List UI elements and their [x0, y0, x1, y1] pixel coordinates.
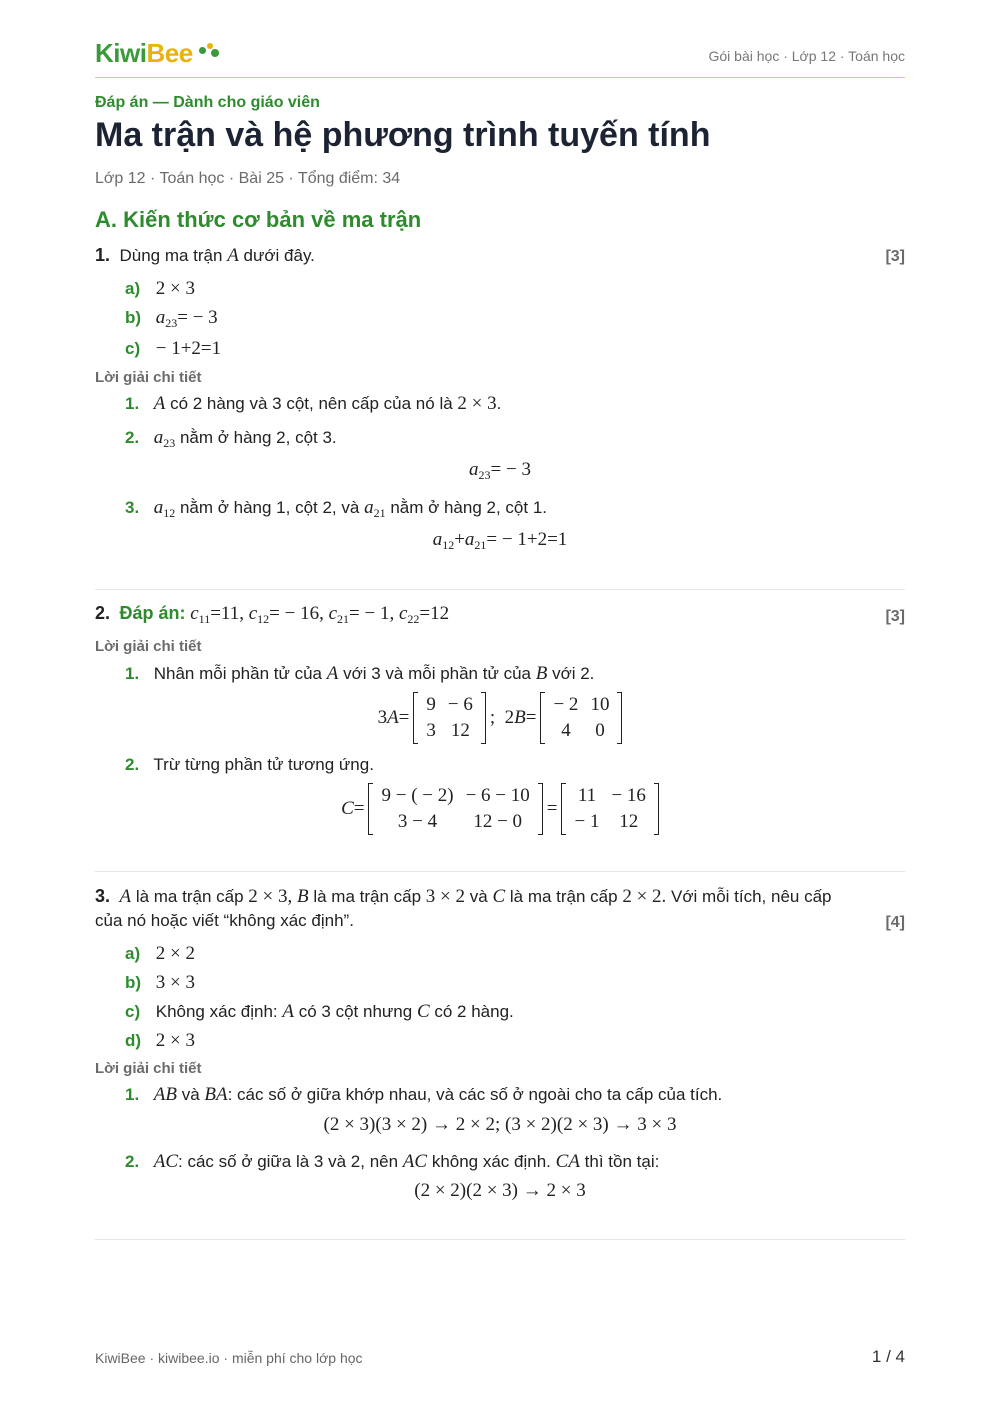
- equation-3a-2b: 3A= 9 − 6 3 12 ; 2B= − 2 10 4 0: [95, 692, 905, 744]
- question-2: 2. Đáp án: $c_{11}=11$, $c_{12}= - 16$, $c_{21}= - 1$, $c_{22}=12$: [95, 603, 450, 626]
- divider: [95, 1239, 905, 1240]
- equation-ab-ba: (2 × 3)(3 × 2) → 2 × 2; (3 × 2)(2 × 3) → 3 × 3: [323, 1114, 677, 1135]
- page-title: Ma trận và hệ phương trình tuyến tính: [95, 116, 711, 154]
- solution-heading-q1: Lời giải chi tiết: [95, 369, 202, 386]
- divider: [95, 871, 905, 872]
- solution-q1-step-2: 2. $a_{23}$ nằm ở hàng 2, cột 3.: [125, 427, 337, 450]
- section-heading-a: A. Kiến thức cơ bản về ma trận: [95, 207, 422, 232]
- question-3-line-1: 3. A là ma trận cấp 2 × 3, B là ma trận cấp 3 × 2 và C là ma trận cấp 2 × 2. Với mỗi tích, nêu cấp: [95, 886, 832, 907]
- solution-heading-q2: Lời giải chi tiết: [95, 638, 202, 655]
- answer-3c: c) Không xác định: A có 3 cột nhưng C có 2 hàng.: [125, 1001, 514, 1022]
- answer-3a: a) 2 × 2: [125, 943, 195, 964]
- matrix-3a: 9 − 6 3 12: [413, 692, 485, 744]
- matrix-difference: 9 − ( − 2) − 6 − 10 3 − 4 12 − 0: [368, 783, 542, 835]
- question-1: 1. Dùng ma trận A dưới đây.: [95, 245, 315, 266]
- answer-1b: b) $a_{23}= - 3$: [125, 307, 218, 330]
- equation-c: C= 9 − ( − 2) − 6 − 10 3 − 4 12 − 0 = 11 − 16 − 1 12: [95, 783, 905, 835]
- solution-q2-step-1: 1. Nhân mỗi phần tử của A với 3 và mỗi phần tử của B với 2.: [125, 663, 595, 684]
- question-3-line-2: của nó hoặc viết “không xác định”.: [95, 911, 354, 930]
- answer-1a: a) 2 × 3: [125, 278, 195, 299]
- solution-q3-step-1: 1. AB và BA: các số ở giữa khớp nhau, và các số ở ngoài cho ta cấp của tích.: [125, 1084, 723, 1105]
- footer-site: KiwiBee · kiwibee.io · miễn phí cho lớp học: [95, 1350, 363, 1366]
- solution-q2-step-2: 2. Trừ từng phần tử tương ứng.: [125, 755, 374, 774]
- solution-heading-q3: Lời giải chi tiết: [95, 1060, 202, 1077]
- equation-a12-a21: $a_{12}+a_{21}= - 1+2=1$: [432, 529, 568, 552]
- marks-q3: [4]: [885, 914, 905, 931]
- page-number: 1 / 4: [871, 1347, 905, 1366]
- worksheet-page: [95, 0, 905, 1413]
- matrix-c: 11 − 16 − 1 12: [561, 783, 658, 835]
- marks-q1: [3]: [885, 248, 905, 265]
- kiwibee-logo: KiwiBee: [95, 38, 193, 68]
- answer-1c: c) − 1+2=1: [125, 338, 222, 359]
- answer-3d: d) 2 × 3: [125, 1030, 195, 1051]
- solution-q1-step-1: 1. A có 2 hàng và 3 cột, nên cấp của nó là 2 × 3.: [125, 393, 502, 414]
- lesson-meta: Lớp 12 · Toán học · Bài 25 · Tổng điểm: 34: [95, 170, 401, 187]
- divider: [95, 589, 905, 590]
- equation-a23: $a_{23}= - 3$: [469, 459, 531, 482]
- equation-ca: (2 × 2)(2 × 3) → 2 × 3: [414, 1180, 586, 1201]
- answer-key-kicker: Đáp án — Dành cho giáo viên: [95, 94, 320, 111]
- answer-3b: b) 3 × 3: [125, 972, 195, 993]
- breadcrumb: Gói bài học · Lớp 12 · Toán học: [708, 48, 905, 64]
- bee-dots-icon: [199, 43, 221, 57]
- matrix-2b: − 2 10 4 0: [540, 692, 622, 744]
- solution-q3-step-2: 2. AC: các số ở giữa là 3 và 2, nên AC không xác định. CA thì tồn tại:: [125, 1151, 660, 1172]
- page-header: [95, 36, 905, 78]
- marks-q2: [3]: [885, 608, 905, 625]
- solution-q1-step-3: 3. $a_{12}$ nằm ở hàng 1, cột 2, và $a_{21}$ nằm ở hàng 2, cột 1.: [125, 497, 547, 520]
